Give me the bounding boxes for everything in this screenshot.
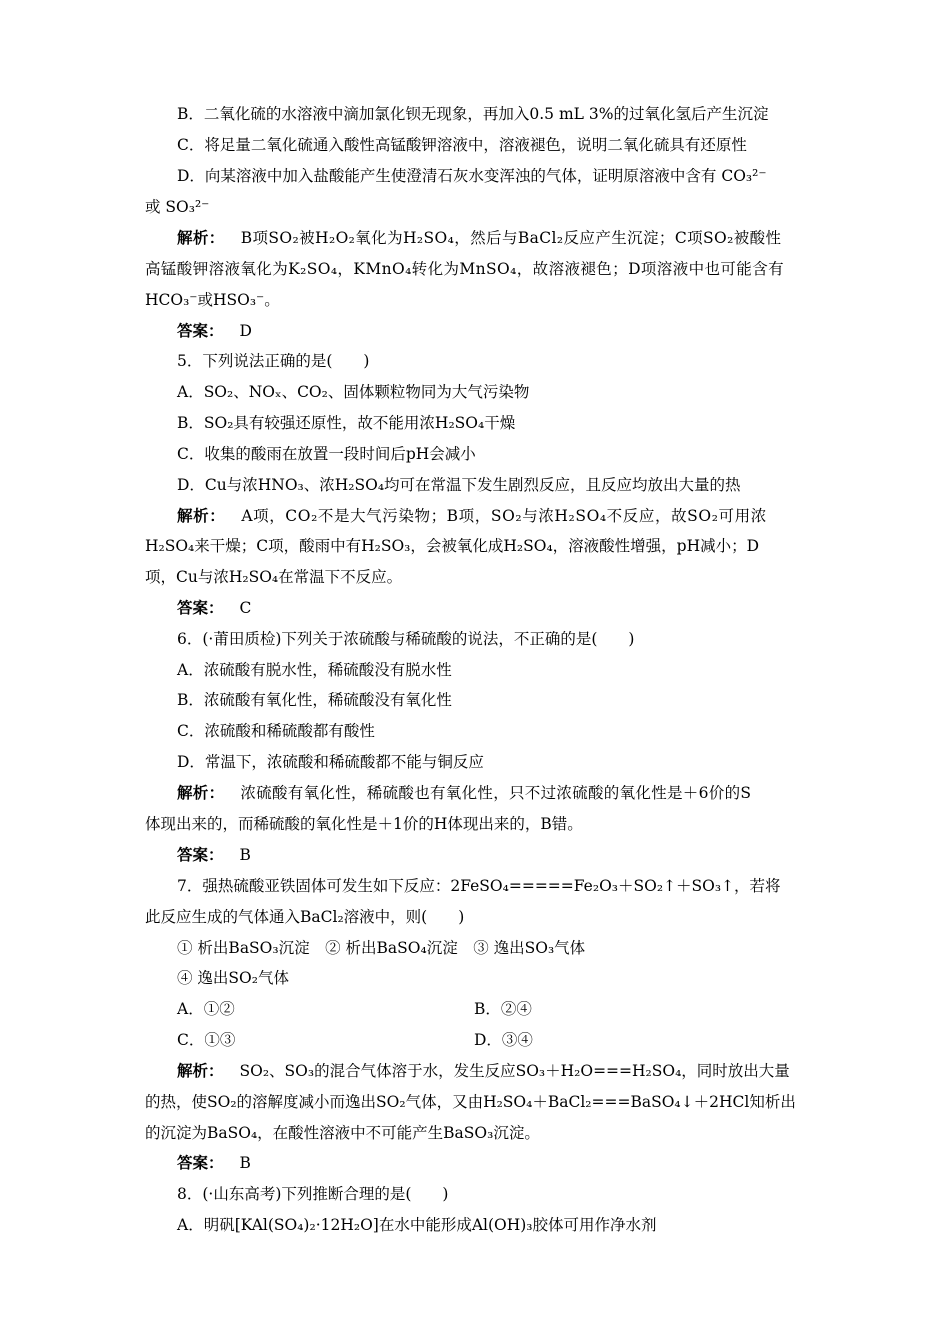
answer-label: 答案： [177,845,224,864]
q8-option-a: A．明矾[KAl(SO₄)₂·12H₂O]在水中能形成Al(OH)₃胶体可用作净水剂 [177,1216,657,1234]
analysis-label: 解析： [177,228,225,247]
q5-option-a: A．SO₂、NOₓ、CO₂、固体颗粒物同为大气污染物 [177,383,530,401]
q4-analysis-line3: HCO₃⁻或HSO₃⁻。 [145,291,280,309]
q5-analysis-line2: H₂SO₄来干燥；C项，酸雨中有H₂SO₃，会被氧化成H₂SO₄，溶液酸性增强，pH减小；D [145,537,760,555]
answer-value: B [239,1154,251,1172]
q4-answer [177,321,839,341]
q4-option-b: B．二氧化硫的水溶液中滴加氯化钡无现象，再加入0.5 mL 3%的过氧化氢后产生沉淀 [177,105,769,123]
answer-label: 答案： [177,1153,224,1172]
q7-option-b: B．②④ [474,1000,532,1018]
q6-option-c: C．浓硫酸和稀硫酸都有酸性 [177,722,375,740]
q6-option-a: A．浓硫酸有脱水性，稀硫酸没有脱水性 [177,661,452,679]
q4-option-d-line1: D．向某溶液中加入盐酸能产生使澄清石灰水变浑浊的气体，证明原溶液中含有 CO₃²⁻ [177,167,767,185]
answer-value: C [239,599,252,617]
q7-option-d: D．③④ [474,1031,533,1049]
q7-option-a: A．①② [177,1000,235,1018]
q7-analysis-line1 [177,1061,839,1081]
q7-analysis-text: SO₂、SO₃的混合气体溶于水，发生反应SO₃＋H₂O===H₂SO₄，同时放出大量 [239,1062,790,1080]
answer-label: 答案： [177,321,224,340]
q5-option-c: C．收集的酸雨在放置一段时间后pH会减小 [177,445,476,463]
analysis-label: 解析： [177,506,226,525]
q5-analysis-text: A项，CO₂不是大气污染物；B项，SO₂与浓H₂SO₄不反应，故SO₂可用浓 [241,507,767,525]
q6-stem: 6．(·莆田质检)下列关于浓硫酸与稀硫酸的说法，不正确的是( ) [177,630,635,648]
q4-option-c: C．将足量二氧化硫通入酸性高锰酸钾溶液中，溶液褪色，说明二氧化硫具有还原性 [177,136,747,154]
q5-option-b: B．SO₂具有较强还原性，故不能用浓H₂SO₄干燥 [177,414,516,432]
q6-analysis-line1 [177,783,839,803]
q6-option-d: D．常温下，浓硫酸和稀硫酸都不能与铜反应 [177,753,484,771]
q5-analysis-line1 [177,506,839,526]
q7-stem-line2: 此反应生成的气体通入BaCl₂溶液中，则( ) [145,908,465,926]
q5-stem: 5．下列说法正确的是( ) [177,352,370,370]
q5-option-d: D．Cu与浓HNO₃、浓H₂SO₄均可在常温下发生剧烈反应，且反应均放出大量的热 [177,476,741,494]
q5-answer [177,598,839,618]
answer-value: B [239,846,251,864]
q4-analysis-line2: 高锰酸钾溶液氧化为K₂SO₄，KMnO₄转化为MnSO₄，故溶液褪色；D项溶液中也可能含有 [145,260,785,278]
answer-value: D [239,322,252,340]
q6-analysis-text: 浓硫酸有氧化性，稀硫酸也有氧化性，只不过浓硫酸的氧化性是＋6价的S [240,784,752,802]
q7-analysis-line2: 的热，使SO₂的溶解度减小而逸出SO₂气体，又由H₂SO₄＋BaCl₂===BaSO₄↓＋2HCl知析出 [145,1093,796,1111]
analysis-label: 解析： [177,783,225,802]
q4-option-d-line2: 或 SO₃²⁻ [145,198,210,216]
q6-answer [177,845,839,865]
q6-option-b: B．浓硫酸有氧化性，稀硫酸没有氧化性 [177,691,452,709]
q8-stem: 8．(·山东高考)下列推断合理的是( ) [177,1185,449,1203]
q7-analysis-line3: 的沉淀为BaSO₄，在酸性溶液中不可能产生BaSO₃沉淀。 [145,1124,540,1142]
analysis-label: 解析： [177,1061,224,1080]
q7-items-line1: ① 析出BaSO₃沉淀 ② 析出BaSO₄沉淀 ③ 逸出SO₃气体 [177,939,586,957]
q4-analysis-line1 [177,228,839,248]
answer-label: 答案： [177,598,224,617]
q7-items-line2: ④ 逸出SO₂气体 [177,969,289,987]
q5-analysis-line3: 项，Cu与浓H₂SO₄在常温下不反应。 [145,568,403,586]
q6-analysis-line2: 体现出来的，而稀硫酸的氧化性是＋1价的H体现出来的，B错。 [145,815,583,833]
q7-answer [177,1153,839,1173]
q7-stem-line1: 7．强热硫酸亚铁固体可发生如下反应：2FeSO₄=====Fe₂O₃＋SO₂↑＋SO₃↑，若将 [177,877,781,895]
q7-option-c: C．①③ [177,1031,236,1049]
q4-analysis-text: B项SO₂被H₂O₂氧化为H₂SO₄，然后与BaCl₂反应产生沉淀；C项SO₂被酸性 [240,229,782,247]
